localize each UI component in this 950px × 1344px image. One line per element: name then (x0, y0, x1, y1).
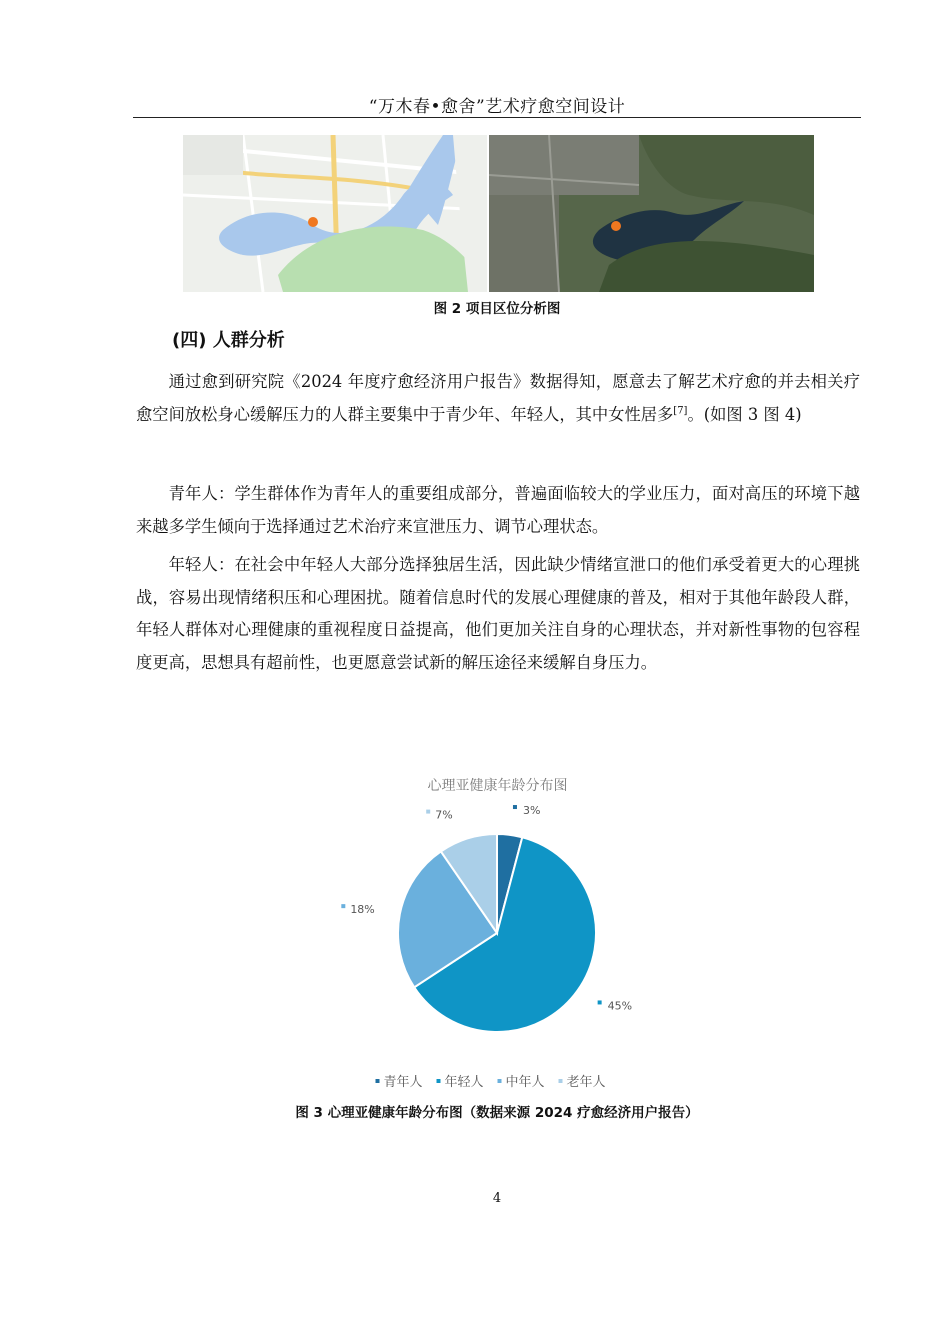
legend-item-0 (376, 1074, 423, 1090)
svg-text:中年人: 中年人 (505, 1075, 545, 1090)
age-distribution-chart (290, 760, 705, 1100)
section-heading: (四) 人群分析 (172, 330, 285, 351)
project-marker (308, 217, 318, 227)
paragraph-young-adults: 年轻人：在社会中年轻人大部分选择独居生活，因此缺少情绪宣泄口的他们承受着更大的心理挑战，容易出现情绪积压和心理困扰。随着信息时代的发展心理健康的普及，相对于其他年龄段人群，年轻人群体对心理健康的重视程度日益提高，他们更加关注自身的心理状态，并对新性事物的包容程度更高，思想具有超前性，也更愿意尝试新的解压途径来缓解自身压力。 (136, 555, 860, 672)
satellite-map-image (489, 135, 814, 292)
paragraph-intro (136, 366, 860, 431)
data-label-1 (598, 999, 632, 1012)
header-divider (133, 117, 861, 118)
page-header: “万木春•愈舍”艺术疗愈空间设计 (368, 97, 626, 117)
svg-text:年轻人: 年轻人 (444, 1075, 484, 1090)
svg-text:45%: 45% (607, 999, 633, 1013)
legend-item-1 (437, 1074, 484, 1090)
street-map-image (183, 135, 487, 292)
svg-text:青年人: 青年人 (383, 1075, 423, 1090)
figure-3-caption: 图 3 心理亚健康年龄分布图（数据来源 2024 疗愈经济用户报告） (295, 1105, 699, 1121)
paragraph-intro-tail: 。(如图 3 图 4) (687, 404, 802, 424)
svg-text:18%: 18% (350, 903, 375, 917)
pie-chart-svg (290, 760, 705, 1100)
data-label-2 (341, 903, 374, 916)
svg-text:7%: 7% (435, 808, 453, 822)
legend-item-3 (559, 1074, 606, 1090)
page-number: 4 (492, 1191, 502, 1206)
chart-title: 心理亚健康年龄分布图 (427, 778, 568, 794)
map-street-icon (183, 135, 487, 292)
data-label-0 (513, 804, 540, 817)
figure-2-caption: 图 2 项目区位分析图 (433, 301, 561, 317)
svg-text:老年人: 老年人 (566, 1075, 606, 1090)
svg-text:3%: 3% (522, 804, 541, 818)
data-label-3 (426, 809, 452, 822)
citation-ref: [7] (673, 405, 688, 417)
location-maps (183, 135, 814, 292)
paragraph-youth: 青年人：学生群体作为青年人的重要组成部分，普遍面临较大的学业压力，面对高压的环境下越来越多学生倾向于选择通过艺术治疗来宣泄压力、调节心理状态。 (136, 484, 860, 536)
legend-item-2 (498, 1074, 545, 1090)
map-satellite-icon (489, 135, 814, 292)
paragraph-intro-text: 通过愈到研究院《2024 年度疗愈经济用户报告》数据得知，愿意去了解艺术疗愈的并去相关疗愈空间放松身心缓解压力的人群主要集中于青少年、年轻人，其中女性居多 (136, 372, 860, 424)
